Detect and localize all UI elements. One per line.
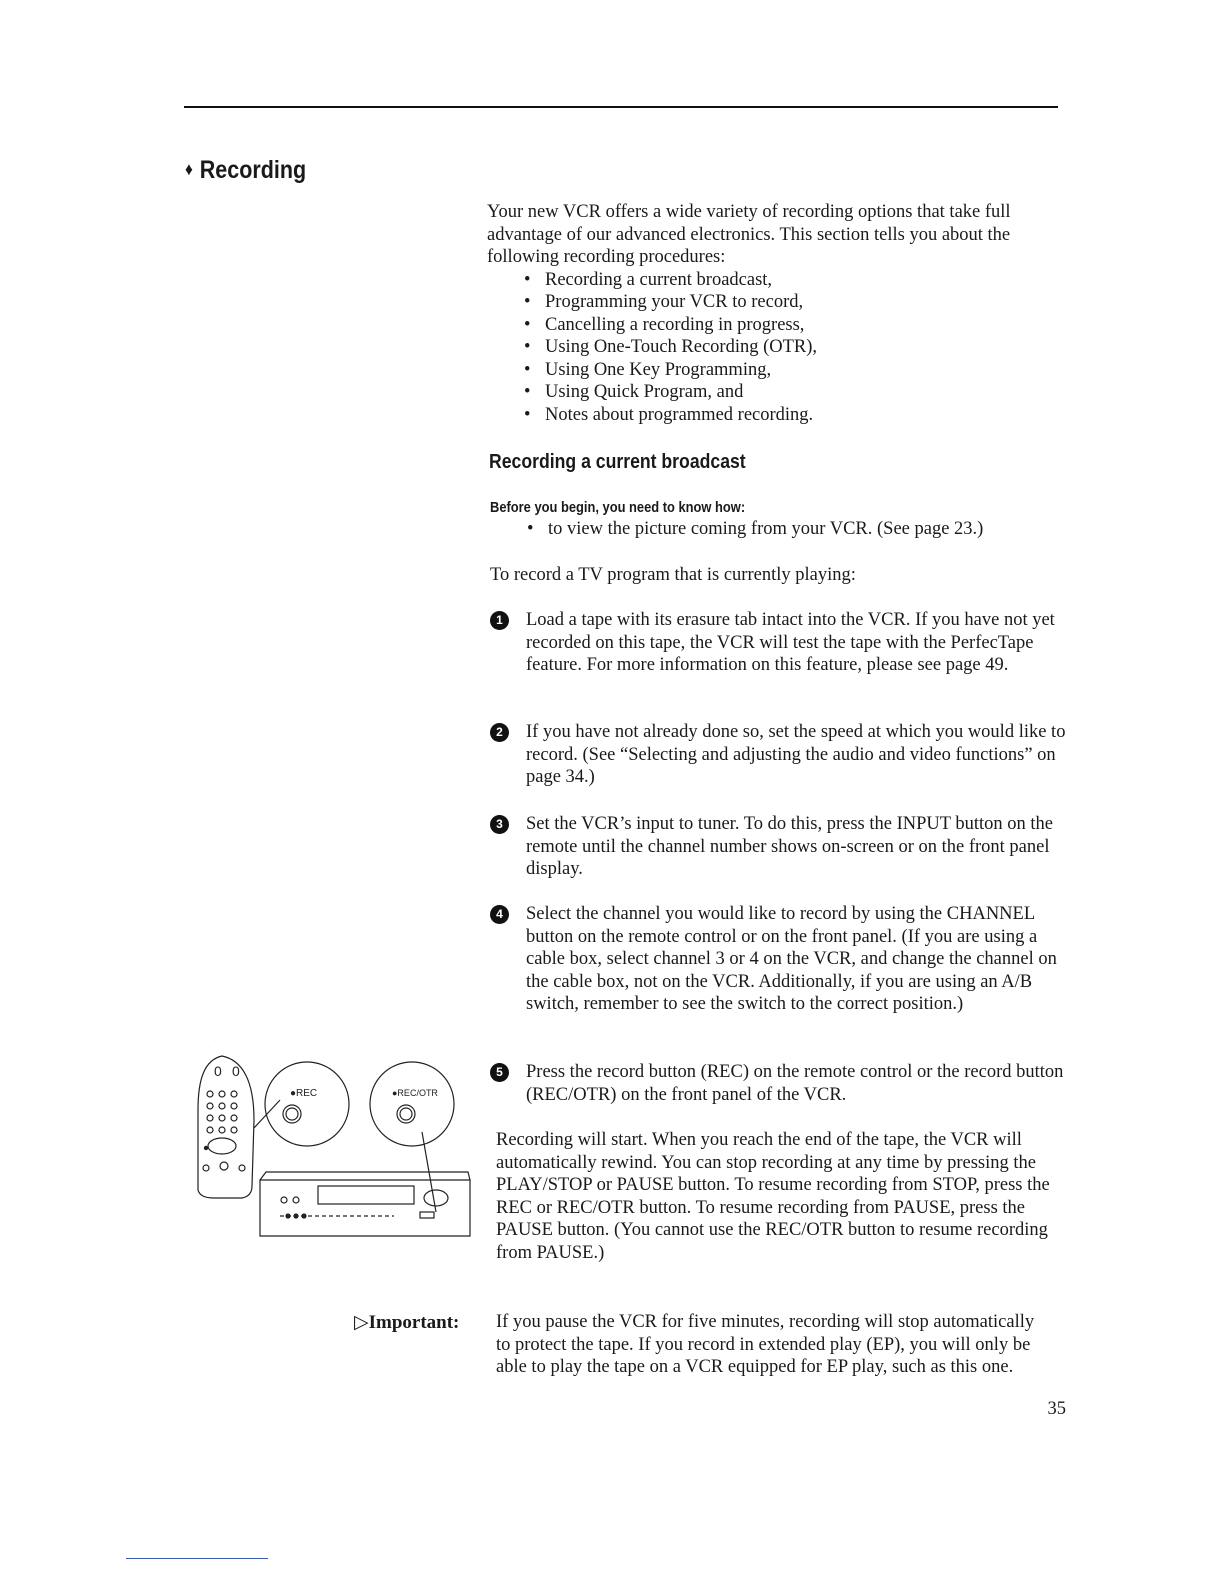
section-title-text: Recording [199, 156, 307, 184]
footer-underline [126, 1558, 268, 1559]
panel-rec-otr-label: ●REC/OTR [392, 1088, 438, 1098]
vcr-unit-icon [260, 1172, 470, 1236]
outcome-paragraph: Recording will start. When you reach the end of the tape, the VCR will automatically rewind. You can stop recording at any time by pressing the PLAY/STOP or PAUSE button. To resume recording from STOP, press the REC or REC/OTR button. To resume recording from PAUSE, press the PAUSE button. (You cannot use the REC/OTR button to resume recording from PAUSE.) [496, 1130, 1050, 1263]
step-4 [490, 903, 1070, 1016]
step-1 [490, 609, 1070, 677]
before-list [490, 518, 1065, 541]
procedure-list [487, 269, 1062, 427]
step-number-badge: 2 [490, 723, 509, 742]
section-title [185, 156, 306, 185]
step-number-badge: 3 [490, 815, 509, 834]
svg-text:0: 0 [214, 1063, 222, 1079]
procedure-item: • Using One Key Programming, [524, 359, 1062, 382]
diamond-icon: ♦ [185, 159, 193, 179]
step-2 [490, 721, 1070, 789]
lead-paragraph: To record a TV program that is currently playing: [490, 565, 856, 585]
header-rule [184, 106, 1058, 108]
intro-block [487, 201, 1062, 426]
important-text: If you pause the VCR for five minutes, recording will stop automatically to protect the tape. If you record in extended play (EP), you will only be able to play the tape on a VCR equipped for EP play, such as this one. [496, 1312, 1035, 1377]
rec-otr-button-callout-icon [370, 1062, 454, 1146]
svg-text:0: 0 [232, 1063, 240, 1079]
remote-control-icon [198, 1040, 254, 1198]
step-text: Select the channel you would like to record by using the CHANNEL button on the remote control or on the front panel. (If you are using a cable box, select channel 3 or 4 on the VCR, and change the channel on the cable box, not on the VCR. Additionally, if you are using an A/B switch, remember to see the switch to the correct position.) [526, 904, 1057, 1014]
step-3 [490, 813, 1070, 881]
subsection-title: Recording a current broadcast [489, 450, 746, 473]
step-number-badge: 1 [490, 611, 509, 630]
intro-paragraph: Your new VCR offers a wide variety of recording options that take full advantage of our advanced electronics. This section tells you about the following recording procedures: [487, 202, 1011, 267]
procedure-item: • Cancelling a recording in progress, [524, 314, 1062, 337]
step-text: If you have not already done so, set the speed at which you would like to record. (See “Selecting and adjusting the audio and video functions” on page 34.) [526, 722, 1066, 787]
before-item: • to view the picture coming from your VCR. (See page 23.) [527, 518, 1065, 541]
before-list-block [490, 518, 1065, 541]
procedure-item: • Using Quick Program, and [524, 381, 1062, 404]
remote-rec-label: ●REC [290, 1088, 318, 1099]
step-number-badge: 4 [490, 905, 509, 924]
page-number: 35 [1047, 1399, 1066, 1419]
step-text: Press the record button (REC) on the remote control or the record button (REC/OTR) on the front panel of the VCR. [526, 1062, 1064, 1105]
step-number-badge: 5 [490, 1063, 509, 1082]
rec-button-callout-icon [265, 1062, 349, 1146]
important-label: ▷Important: [354, 1312, 460, 1333]
procedure-item: • Notes about programmed recording. [524, 404, 1062, 427]
before-you-begin-label: Before you begin, you need to know how: [490, 499, 746, 516]
step-text: Set the VCR’s input to tuner. To do this, press the INPUT button on the remote until the channel number shows on-screen or on the front panel display. [526, 814, 1053, 879]
procedure-item: • Using One-Touch Recording (OTR), [524, 336, 1062, 359]
remote-and-vcr-illustration [184, 1040, 474, 1250]
procedure-item: • Programming your VCR to record, [524, 291, 1062, 314]
procedure-item: • Recording a current broadcast, [524, 269, 1062, 292]
step-5 [490, 1061, 1070, 1106]
step-text: Load a tape with its erasure tab intact into the VCR. If you have not yet recorded on this tape, the VCR will test the tape with the PerfecTape feature. For more information on this feature, please see page 49. [526, 610, 1055, 675]
